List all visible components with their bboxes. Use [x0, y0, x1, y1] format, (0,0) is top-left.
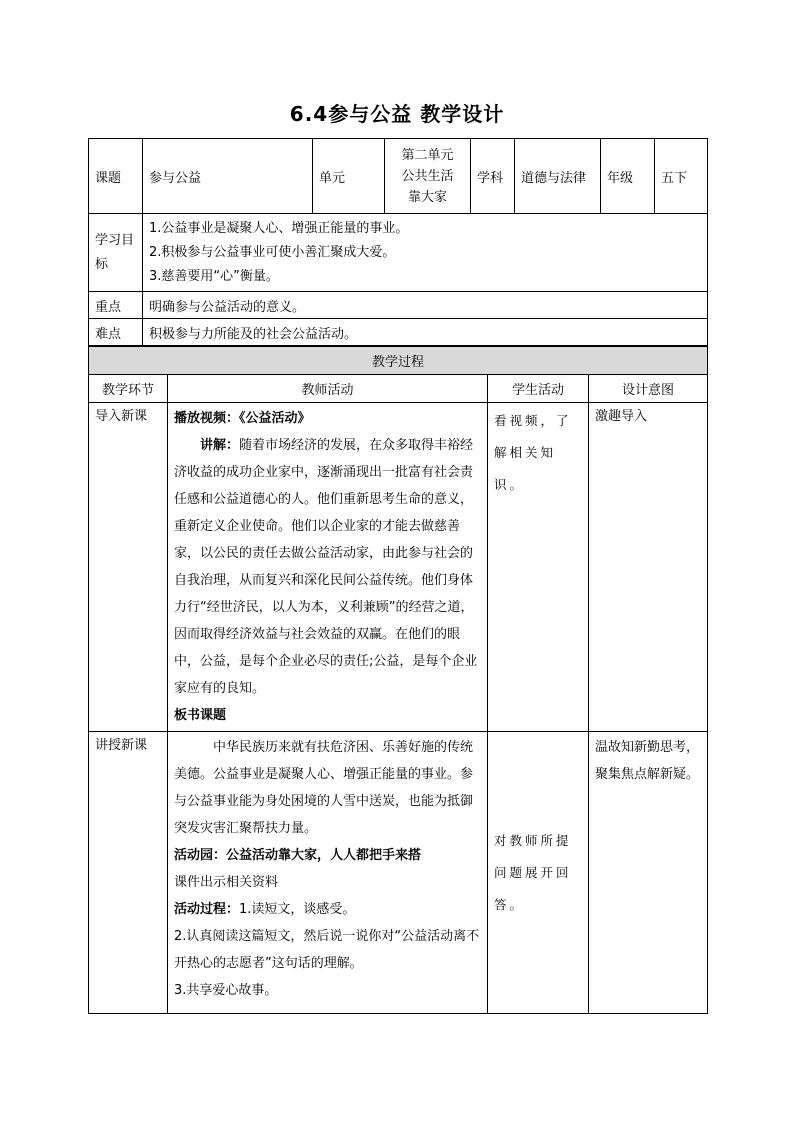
design-intent: 激趣导入 — [589, 403, 708, 732]
step-item: 2.认真阅读这篇短文，然后说一说你对“公益活动离不开热心的志愿者”这句话的理解。 — [174, 929, 480, 971]
info-table — [88, 138, 708, 346]
teacher-activity — [168, 732, 488, 1014]
explain-label: 讲解： — [200, 438, 240, 453]
goals-label: 学习目标 — [89, 214, 143, 292]
courseware-text: 课件出示相关资料 — [174, 875, 279, 890]
page-title: 6.4参与公益 教学设计 — [289, 102, 505, 126]
unit-label: 单元 — [313, 139, 385, 214]
process-table — [88, 346, 708, 1014]
grade-value: 五下 — [655, 139, 708, 214]
goals-list — [143, 214, 708, 292]
goal-item: 1.公益事业是凝聚人心、增强正能量的事业。 — [149, 220, 409, 236]
subject-label: 学科 — [471, 139, 515, 214]
process-header: 教学过程 — [89, 347, 708, 375]
subject-value: 道德与法律 — [515, 139, 601, 214]
activity-label: 活动园：公益活动靠大家，人人都把手来搭 — [174, 848, 422, 863]
process-label: 活动过程： — [174, 902, 240, 917]
board-label: 板书课题 — [174, 708, 227, 723]
col-student: 学生活动 — [488, 375, 589, 403]
topic-value: 参与公益 — [143, 139, 313, 214]
unit-line: 第二单元 — [401, 147, 454, 163]
intent-text: 温故知新勤思考，聚集焦点解新疑。 — [595, 740, 700, 782]
student-activity: 对教师所提问题展开回答。 — [488, 732, 589, 1014]
unit-line: 公共生活 — [401, 168, 454, 184]
key-value: 明确参与公益活动的意义。 — [143, 292, 708, 319]
student-activity: 看视频，了解相关知识。 — [488, 403, 589, 732]
col-teacher: 教师活动 — [168, 375, 488, 403]
grade-label: 年级 — [601, 139, 655, 214]
difficult-value: 积极参与力所能及的社会公益活动。 — [143, 319, 708, 346]
key-label: 重点 — [89, 292, 143, 319]
topic-label: 课题 — [89, 139, 143, 214]
goal-item: 2.积极参与公益事业可使小善汇聚成大爱。 — [149, 244, 396, 260]
step-item: 3.共享爱心故事。 — [174, 983, 278, 998]
explain-text: 随着市场经济的发展，在众多取得丰裕经济收益的成功企业家中，逐渐涌现出一批富有社会责任感和公益道德心的人。他们重新思考生命的意义，重新定义企业使命。他们以企业家的才能去做慈善家，以公民的责任去做公益活动家，由此参与社会的自我治理，从而复兴和深化民间公益传统。他们身体力行“经世济民，以人为本，义利兼顾”的经营之道，因而取得经济效益与社会效益的双赢。在他们的眼中，公益，是每个企业必尽的责任;公益，是每个企业家应有的良知。 — [174, 438, 478, 696]
stage-cell: 讲授新课 — [89, 732, 168, 1014]
video-label: 播放视频：《公益活动》 — [174, 411, 311, 426]
teacher-activity — [168, 403, 488, 732]
goal-item: 3.慈善要用“心”衡量。 — [149, 268, 279, 284]
unit-line: 靠大家 — [407, 189, 447, 205]
intro-text: 中华民族历来就有扶危济困、乐善好施的传统美德。公益事业是凝聚人心、增强正能量的事业。参与公益事业能为身处困境的人雪中送炭，也能为抵御突发灾害汇聚帮扶力量。 — [174, 740, 474, 836]
col-intent: 设计意图 — [589, 375, 708, 403]
stage-cell: 导入新课 — [89, 403, 168, 732]
design-intent — [589, 732, 708, 1014]
col-stage: 教学环节 — [89, 375, 168, 403]
difficult-label: 难点 — [89, 319, 143, 346]
step-item: 1.读短文，谈感受。 — [239, 902, 356, 917]
unit-value — [385, 139, 471, 214]
